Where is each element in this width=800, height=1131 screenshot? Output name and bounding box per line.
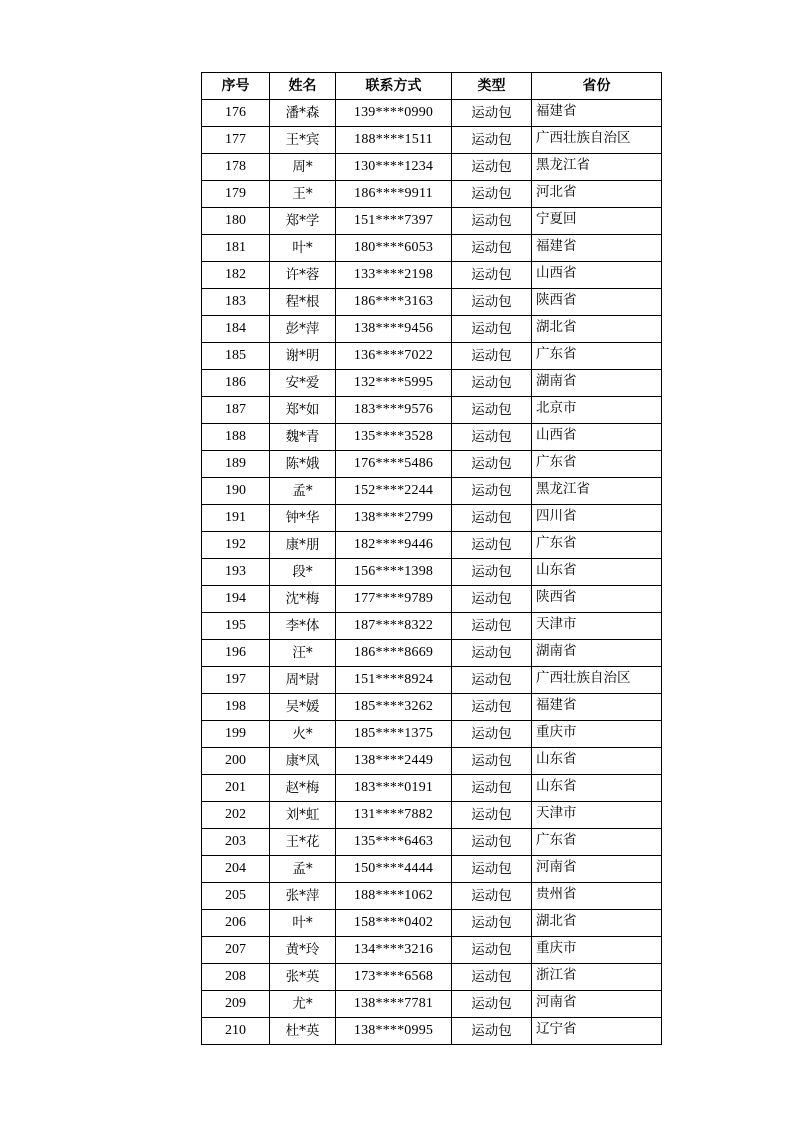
cell-type: 运动包 xyxy=(452,478,532,505)
cell-contact: 186****3163 xyxy=(336,289,452,316)
cell-name: 安*爱 xyxy=(270,370,336,397)
table-row xyxy=(202,397,662,424)
cell-name: 郑*如 xyxy=(270,397,336,424)
cell-type: 运动包 xyxy=(452,181,532,208)
cell-province: 北京市 xyxy=(532,397,662,424)
cell-name: 段* xyxy=(270,559,336,586)
cell-name: 张*萍 xyxy=(270,883,336,910)
table-row xyxy=(202,154,662,181)
cell-type: 运动包 xyxy=(452,343,532,370)
cell-serial-number: 207 xyxy=(202,937,270,964)
cell-name: 叶* xyxy=(270,910,336,937)
header-name: 姓名 xyxy=(270,73,336,100)
cell-type: 运动包 xyxy=(452,100,532,127)
table-row xyxy=(202,856,662,883)
cell-type: 运动包 xyxy=(452,667,532,694)
cell-name: 周* xyxy=(270,154,336,181)
cell-province: 福建省 xyxy=(532,694,662,721)
cell-type: 运动包 xyxy=(452,775,532,802)
cell-name: 沈*梅 xyxy=(270,586,336,613)
cell-name: 尤* xyxy=(270,991,336,1018)
table-row xyxy=(202,964,662,991)
cell-type: 运动包 xyxy=(452,613,532,640)
cell-province: 河南省 xyxy=(532,856,662,883)
cell-name: 刘*虹 xyxy=(270,802,336,829)
table-row xyxy=(202,937,662,964)
cell-province: 广东省 xyxy=(532,343,662,370)
table-row xyxy=(202,1018,662,1045)
cell-province: 贵州省 xyxy=(532,883,662,910)
table-row xyxy=(202,721,662,748)
cell-contact: 152****2244 xyxy=(336,478,452,505)
cell-name: 孟* xyxy=(270,478,336,505)
table-row xyxy=(202,235,662,262)
cell-province: 河北省 xyxy=(532,181,662,208)
cell-province: 山东省 xyxy=(532,775,662,802)
cell-contact: 186****8669 xyxy=(336,640,452,667)
cell-name: 杜*英 xyxy=(270,1018,336,1045)
table-row xyxy=(202,478,662,505)
cell-type: 运动包 xyxy=(452,829,532,856)
header-province: 省份 xyxy=(532,73,662,100)
cell-serial-number: 189 xyxy=(202,451,270,478)
cell-type: 运动包 xyxy=(452,856,532,883)
table-body xyxy=(202,100,662,1045)
cell-name: 程*根 xyxy=(270,289,336,316)
cell-province: 山西省 xyxy=(532,424,662,451)
cell-type: 运动包 xyxy=(452,370,532,397)
cell-contact: 131****7882 xyxy=(336,802,452,829)
cell-serial-number: 194 xyxy=(202,586,270,613)
table-row xyxy=(202,883,662,910)
cell-type: 运动包 xyxy=(452,694,532,721)
cell-contact: 180****6053 xyxy=(336,235,452,262)
cell-type: 运动包 xyxy=(452,910,532,937)
cell-name: 康*凤 xyxy=(270,748,336,775)
cell-type: 运动包 xyxy=(452,262,532,289)
cell-province: 天津市 xyxy=(532,802,662,829)
cell-type: 运动包 xyxy=(452,451,532,478)
cell-contact: 150****4444 xyxy=(336,856,452,883)
cell-contact: 183****9576 xyxy=(336,397,452,424)
cell-province: 广西壮族自治区 xyxy=(532,127,662,154)
cell-serial-number: 181 xyxy=(202,235,270,262)
cell-type: 运动包 xyxy=(452,883,532,910)
cell-name: 魏*青 xyxy=(270,424,336,451)
cell-province: 广西壮族自治区 xyxy=(532,667,662,694)
cell-name: 陈*娥 xyxy=(270,451,336,478)
cell-type: 运动包 xyxy=(452,154,532,181)
cell-province: 湖北省 xyxy=(532,316,662,343)
cell-contact: 187****8322 xyxy=(336,613,452,640)
cell-contact: 185****3262 xyxy=(336,694,452,721)
table-header xyxy=(202,73,662,100)
table-row xyxy=(202,694,662,721)
cell-province: 山东省 xyxy=(532,748,662,775)
cell-name: 康*朋 xyxy=(270,532,336,559)
cell-type: 运动包 xyxy=(452,748,532,775)
cell-name: 周*尉 xyxy=(270,667,336,694)
cell-serial-number: 195 xyxy=(202,613,270,640)
cell-province: 福建省 xyxy=(532,235,662,262)
table-row xyxy=(202,775,662,802)
cell-province: 广东省 xyxy=(532,451,662,478)
table-row xyxy=(202,289,662,316)
cell-name: 叶* xyxy=(270,235,336,262)
cell-contact: 132****5995 xyxy=(336,370,452,397)
table-row xyxy=(202,829,662,856)
table-row xyxy=(202,343,662,370)
cell-serial-number: 209 xyxy=(202,991,270,1018)
cell-contact: 135****6463 xyxy=(336,829,452,856)
header-contact: 联系方式 xyxy=(336,73,452,100)
cell-type: 运动包 xyxy=(452,964,532,991)
cell-contact: 138****2799 xyxy=(336,505,452,532)
cell-serial-number: 208 xyxy=(202,964,270,991)
cell-name: 彭*萍 xyxy=(270,316,336,343)
cell-serial-number: 198 xyxy=(202,694,270,721)
cell-type: 运动包 xyxy=(452,505,532,532)
cell-type: 运动包 xyxy=(452,937,532,964)
cell-province: 湖南省 xyxy=(532,640,662,667)
cell-type: 运动包 xyxy=(452,208,532,235)
cell-contact: 138****9456 xyxy=(336,316,452,343)
cell-contact: 158****0402 xyxy=(336,910,452,937)
cell-serial-number: 176 xyxy=(202,100,270,127)
cell-serial-number: 179 xyxy=(202,181,270,208)
cell-serial-number: 196 xyxy=(202,640,270,667)
cell-contact: 151****7397 xyxy=(336,208,452,235)
cell-province: 山西省 xyxy=(532,262,662,289)
cell-serial-number: 183 xyxy=(202,289,270,316)
cell-contact: 186****9911 xyxy=(336,181,452,208)
cell-serial-number: 193 xyxy=(202,559,270,586)
cell-name: 黄*玲 xyxy=(270,937,336,964)
cell-province: 天津市 xyxy=(532,613,662,640)
cell-type: 运动包 xyxy=(452,397,532,424)
cell-province: 四川省 xyxy=(532,505,662,532)
cell-name: 潘*森 xyxy=(270,100,336,127)
cell-contact: 133****2198 xyxy=(336,262,452,289)
cell-type: 运动包 xyxy=(452,127,532,154)
cell-serial-number: 184 xyxy=(202,316,270,343)
cell-contact: 156****1398 xyxy=(336,559,452,586)
cell-type: 运动包 xyxy=(452,640,532,667)
cell-contact: 183****0191 xyxy=(336,775,452,802)
cell-type: 运动包 xyxy=(452,586,532,613)
table-row xyxy=(202,181,662,208)
cell-province: 广东省 xyxy=(532,829,662,856)
cell-serial-number: 205 xyxy=(202,883,270,910)
cell-serial-number: 187 xyxy=(202,397,270,424)
cell-contact: 138****7781 xyxy=(336,991,452,1018)
cell-serial-number: 190 xyxy=(202,478,270,505)
cell-serial-number: 210 xyxy=(202,1018,270,1045)
cell-name: 吴*媛 xyxy=(270,694,336,721)
header-row xyxy=(202,73,662,100)
table-row xyxy=(202,316,662,343)
cell-serial-number: 185 xyxy=(202,343,270,370)
cell-serial-number: 186 xyxy=(202,370,270,397)
cell-name: 火* xyxy=(270,721,336,748)
cell-contact: 176****5486 xyxy=(336,451,452,478)
table-row xyxy=(202,613,662,640)
cell-name: 孟* xyxy=(270,856,336,883)
cell-province: 湖南省 xyxy=(532,370,662,397)
cell-province: 福建省 xyxy=(532,100,662,127)
cell-name: 谢*明 xyxy=(270,343,336,370)
cell-type: 运动包 xyxy=(452,316,532,343)
cell-serial-number: 188 xyxy=(202,424,270,451)
table-row xyxy=(202,640,662,667)
table-row xyxy=(202,424,662,451)
cell-contact: 139****0990 xyxy=(336,100,452,127)
recipient-table xyxy=(201,72,662,1045)
table-row xyxy=(202,370,662,397)
cell-contact: 138****2449 xyxy=(336,748,452,775)
cell-type: 运动包 xyxy=(452,289,532,316)
cell-name: 钟*华 xyxy=(270,505,336,532)
cell-province: 河南省 xyxy=(532,991,662,1018)
cell-serial-number: 192 xyxy=(202,532,270,559)
cell-contact: 177****9789 xyxy=(336,586,452,613)
cell-serial-number: 177 xyxy=(202,127,270,154)
table-row xyxy=(202,262,662,289)
table-row xyxy=(202,586,662,613)
cell-contact: 136****7022 xyxy=(336,343,452,370)
table-row xyxy=(202,208,662,235)
cell-province: 广东省 xyxy=(532,532,662,559)
cell-contact: 138****0995 xyxy=(336,1018,452,1045)
cell-serial-number: 191 xyxy=(202,505,270,532)
cell-serial-number: 180 xyxy=(202,208,270,235)
cell-province: 黑龙江省 xyxy=(532,478,662,505)
cell-contact: 135****3528 xyxy=(336,424,452,451)
cell-contact: 182****9446 xyxy=(336,532,452,559)
cell-contact: 134****3216 xyxy=(336,937,452,964)
table-row xyxy=(202,451,662,478)
cell-serial-number: 199 xyxy=(202,721,270,748)
table-row xyxy=(202,667,662,694)
cell-type: 运动包 xyxy=(452,991,532,1018)
table-row xyxy=(202,802,662,829)
cell-type: 运动包 xyxy=(452,235,532,262)
cell-province: 陕西省 xyxy=(532,586,662,613)
cell-contact: 188****1062 xyxy=(336,883,452,910)
header-type: 类型 xyxy=(452,73,532,100)
cell-serial-number: 197 xyxy=(202,667,270,694)
cell-serial-number: 178 xyxy=(202,154,270,181)
cell-name: 王* xyxy=(270,181,336,208)
cell-name: 王*花 xyxy=(270,829,336,856)
cell-province: 黑龙江省 xyxy=(532,154,662,181)
cell-type: 运动包 xyxy=(452,1018,532,1045)
table-row xyxy=(202,910,662,937)
cell-contact: 173****6568 xyxy=(336,964,452,991)
cell-serial-number: 182 xyxy=(202,262,270,289)
cell-province: 山东省 xyxy=(532,559,662,586)
cell-type: 运动包 xyxy=(452,559,532,586)
cell-contact: 188****1511 xyxy=(336,127,452,154)
cell-serial-number: 206 xyxy=(202,910,270,937)
table-row xyxy=(202,127,662,154)
cell-province: 重庆市 xyxy=(532,721,662,748)
cell-serial-number: 204 xyxy=(202,856,270,883)
table-row xyxy=(202,559,662,586)
cell-province: 重庆市 xyxy=(532,937,662,964)
cell-province: 陕西省 xyxy=(532,289,662,316)
cell-contact: 130****1234 xyxy=(336,154,452,181)
cell-province: 宁夏回 xyxy=(532,208,662,235)
cell-serial-number: 201 xyxy=(202,775,270,802)
table-row xyxy=(202,991,662,1018)
header-serial-number: 序号 xyxy=(202,73,270,100)
cell-name: 汪* xyxy=(270,640,336,667)
cell-name: 张*英 xyxy=(270,964,336,991)
cell-name: 赵*梅 xyxy=(270,775,336,802)
cell-serial-number: 200 xyxy=(202,748,270,775)
cell-name: 王*宾 xyxy=(270,127,336,154)
cell-type: 运动包 xyxy=(452,532,532,559)
cell-contact: 185****1375 xyxy=(336,721,452,748)
cell-contact: 151****8924 xyxy=(336,667,452,694)
cell-province: 浙江省 xyxy=(532,964,662,991)
cell-type: 运动包 xyxy=(452,424,532,451)
cell-province: 湖北省 xyxy=(532,910,662,937)
table-row xyxy=(202,100,662,127)
table-row xyxy=(202,748,662,775)
cell-province: 辽宁省 xyxy=(532,1018,662,1045)
cell-name: 郑*学 xyxy=(270,208,336,235)
cell-serial-number: 202 xyxy=(202,802,270,829)
cell-name: 李*体 xyxy=(270,613,336,640)
cell-serial-number: 203 xyxy=(202,829,270,856)
table-row xyxy=(202,505,662,532)
cell-type: 运动包 xyxy=(452,802,532,829)
cell-name: 许*蓉 xyxy=(270,262,336,289)
cell-type: 运动包 xyxy=(452,721,532,748)
table-row xyxy=(202,532,662,559)
